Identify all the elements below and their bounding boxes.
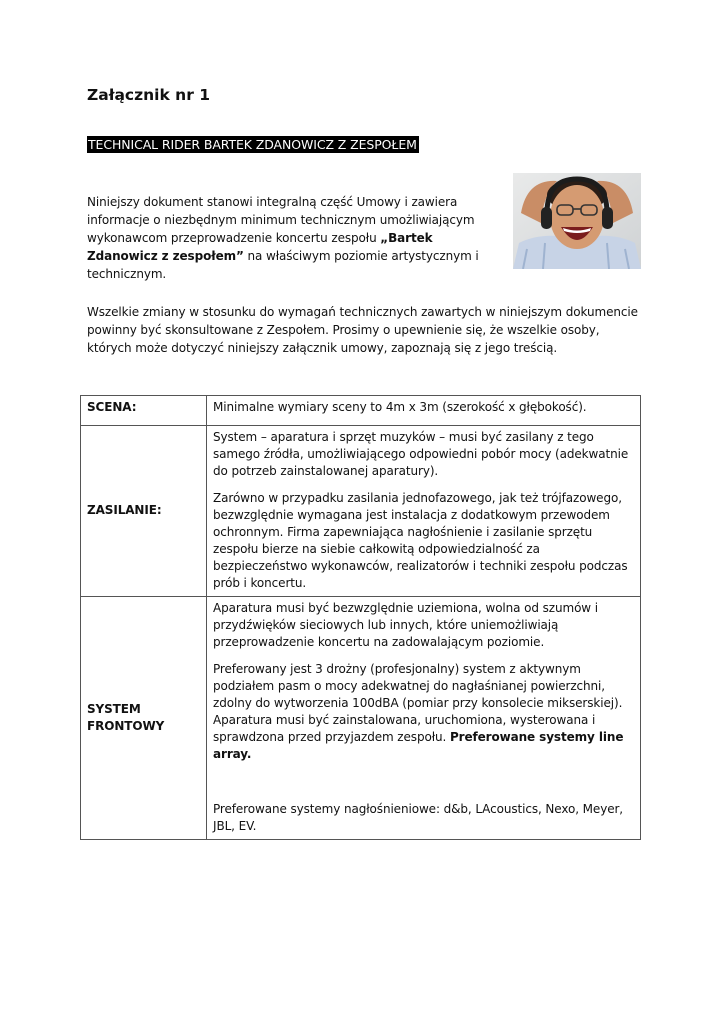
intro-paragraph bbox=[87, 193, 507, 283]
artist-photo bbox=[513, 173, 641, 269]
zasilanie-label: ZASILANIE: bbox=[81, 426, 207, 597]
system-frontowy-content bbox=[207, 597, 641, 840]
intro-text-1: Niniejszy dokument stanowi integralną część Umowy i zawiera informacje o niezbędnym minimum technicznym umożliwiającym wykonawcom przeprowadzenie koncertu zespołu bbox=[87, 195, 475, 245]
intro-text-2: na właściwym poziomie artystycznym i technicznym. bbox=[87, 249, 479, 281]
system-frontowy-label-line1: SYSTEM bbox=[87, 701, 141, 716]
system-frontowy-paragraph-1: Aparatura musi być bezwzględnie uziemiona, wolna od szumów i przydźwięków sieciowych lub innych, które uniemożliwiają przeprowadzenie koncertu na zadowalającym poziomie. bbox=[213, 601, 598, 649]
table-row-system-frontowy bbox=[81, 597, 641, 840]
smiling-man-photo-icon bbox=[513, 173, 641, 269]
band-name: „Bartek Zdanowicz z zespołem” bbox=[87, 231, 433, 263]
technical-rider-table bbox=[80, 395, 641, 840]
table-row-zasilanie bbox=[81, 426, 641, 597]
line-array-note: Preferowane systemy line array. bbox=[213, 730, 624, 761]
scena-label: SCENA: bbox=[81, 396, 207, 426]
zasilanie-paragraph-1: System – aparatura i sprzęt muzyków – musi być zasilany z tego samego źródła, umożliwiającego odpowiedni pobór mocy (adekwatnie do potrzeb zainstalowanej aparatury). bbox=[213, 430, 629, 478]
system-frontowy-paragraph-3: Preferowane systemy nagłośnieniowe: d&b, LAcoustics, Nexo, Meyer, JBL, EV. bbox=[213, 802, 624, 833]
scena-content: Minimalne wymiary sceny to 4m x 3m (szerokość x głębokość). bbox=[207, 396, 641, 426]
system-frontowy-label-line2: FRONTOWY bbox=[87, 718, 165, 733]
page-title: Załącznik nr 1 bbox=[87, 86, 211, 104]
system-frontowy-paragraph-2 bbox=[213, 661, 634, 763]
zasilanie-paragraph-2: Zarówno w przypadku zasilania jednofazowego, jak też trójfazowego, bezwzględnie wymagana jest instalacja z dodatkowym przewodem ochronnym. Firma zapewniająca nagłośnienie i zasilanie sprzętu zespołu bierze na siebie całkowitą odpowiedzialność za bezpieczeństwo wykonawców, realizatorów i techniki zespołu podczas prób i koncertu. bbox=[213, 491, 628, 590]
table-row-scena bbox=[81, 396, 641, 426]
rider-banner: TECHNICAL RIDER BARTEK ZDANOWICZ Z ZESPOŁEM bbox=[88, 137, 417, 152]
changes-paragraph: Wszelkie zmiany w stosunku do wymagań technicznych zawartych w niniejszym dokumencie powinny być skonsultowane z Zespołem. Prosimy o upewnienie się, że wszelkie osoby, których może dotyczyć niniejszy załącznik umowy, zapoznają się z jego treścią. bbox=[87, 305, 638, 355]
zasilanie-content bbox=[207, 426, 641, 597]
system-frontowy-paragraph-2-text: Preferowany jest 3 drożny (profesjonalny) system z aktywnym podziałem pasm o mocy adekwatnej do nagłaśnianej powierzchni, zdolny do wytworzenia 100dBA (pomiar przy konsolecie mikserskiej). Aparatura musi być zainstalowana, uruchomiona, wysterowana i sprawdzona przed przyjazdem zespołu. bbox=[213, 662, 623, 744]
system-frontowy-label bbox=[81, 597, 207, 840]
